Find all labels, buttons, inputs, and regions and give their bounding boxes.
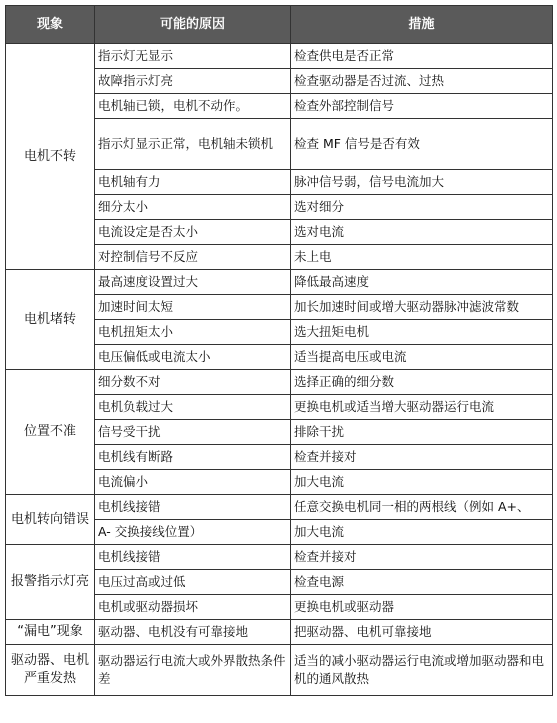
measure-cell: 排除干扰 (291, 420, 553, 445)
cause-cell: 电压偏低或电流太小 (95, 345, 291, 370)
header-measure: 措施 (291, 6, 553, 44)
cause-cell: 电流设定是否太小 (95, 220, 291, 245)
measure-cell: 检查外部控制信号 (291, 94, 553, 119)
table-body (6, 44, 553, 696)
measure-cell: 适当提高电压或电流 (291, 345, 553, 370)
cause-cell: 对控制信号不反应 (95, 245, 291, 270)
measure-cell: 降低最高速度 (291, 270, 553, 295)
measure-cell: 适当的减小驱动器运行电流或增加驱动器和电机的通风散热 (291, 645, 553, 696)
phenomenon-cell: “漏电”现象 (6, 620, 95, 645)
phenomenon-cell: 电机堵转 (6, 270, 95, 370)
cause-cell: 电机线有断路 (95, 445, 291, 470)
measure-cell: 脉冲信号弱，信号电流加大 (291, 170, 553, 195)
cause-cell: 细分数不对 (95, 370, 291, 395)
header-cause: 可能的原因 (95, 6, 291, 44)
measure-cell: 更换电机或驱动器 (291, 595, 553, 620)
phenomenon-cell: 报警指示灯亮 (6, 545, 95, 620)
troubleshooting-table (5, 5, 553, 696)
cause-cell: 电机负载过大 (95, 395, 291, 420)
cause-cell: 细分太小 (95, 195, 291, 220)
cause-cell: 最高速度设置过大 (95, 270, 291, 295)
header-row (6, 6, 553, 44)
table-row (6, 44, 553, 69)
cause-cell: 电流偏小 (95, 470, 291, 495)
phenomenon-cell (6, 645, 95, 696)
measure-cell: 加大电流 (291, 520, 553, 545)
measure-cell: 加大电流 (291, 470, 553, 495)
cause-cell: 电机或驱动器损坏 (95, 595, 291, 620)
table-header (6, 6, 553, 44)
cause-cell: A- 交换接线位置） (95, 520, 291, 545)
measure-cell: 检查 MF 信号是否有效 (291, 119, 553, 170)
phenomenon-cell: 位置不准 (6, 370, 95, 495)
measure-cell: 选择正确的细分数 (291, 370, 553, 395)
cause-cell: 电压过高或过低 (95, 570, 291, 595)
phenomenon-cell: 电机不转 (6, 44, 95, 270)
measure-cell: 未上电 (291, 245, 553, 270)
table-row (6, 495, 553, 520)
measure-cell: 选对细分 (291, 195, 553, 220)
table-row (6, 545, 553, 570)
measure-cell: 把驱动器、电机可靠接地 (291, 620, 553, 645)
cause-cell: 电机扭矩太小 (95, 320, 291, 345)
table-row (6, 620, 553, 645)
cause-cell: 电机线接错 (95, 545, 291, 570)
measure-cell: 检查并接对 (291, 445, 553, 470)
phenomenon-line: 严重发热 (23, 671, 76, 686)
cause-cell: 信号受干扰 (95, 420, 291, 445)
cause-cell: 驱动器运行电流大或外界散热条件差 (95, 645, 291, 696)
measure-cell: 检查电源 (291, 570, 553, 595)
cause-cell: 驱动器、电机没有可靠接地 (95, 620, 291, 645)
header-phenomenon: 现象 (6, 6, 95, 44)
cause-cell: 加速时间太短 (95, 295, 291, 320)
cause-cell: 电机线接错 (95, 495, 291, 520)
phenomenon-line: 驱动器、电机 (10, 653, 89, 668)
cause-cell: 电机轴有力 (95, 170, 291, 195)
table-row (6, 270, 553, 295)
measure-cell: 更换电机或适当增大驱动器运行电流 (291, 395, 553, 420)
table-row (6, 645, 553, 696)
measure-cell: 任意交换电机同一相的两根线（例如 A+、 (291, 495, 553, 520)
table-row (6, 370, 553, 395)
cause-cell: 指示灯无显示 (95, 44, 291, 69)
measure-cell: 加长加速时间或增大驱动器脉冲滤波常数 (291, 295, 553, 320)
measure-cell: 选对电流 (291, 220, 553, 245)
cause-cell: 指示灯显示正常，电机轴未锁机 (95, 119, 291, 170)
measure-cell: 选大扭矩电机 (291, 320, 553, 345)
measure-cell: 检查供电是否正常 (291, 44, 553, 69)
cause-cell: 故障指示灯亮 (95, 69, 291, 94)
measure-cell: 检查并接对 (291, 545, 553, 570)
phenomenon-cell: 电机转向错误 (6, 495, 95, 545)
cause-cell: 电机轴已锁，电机不动作。 (95, 94, 291, 119)
measure-cell: 检查驱动器是否过流、过热 (291, 69, 553, 94)
